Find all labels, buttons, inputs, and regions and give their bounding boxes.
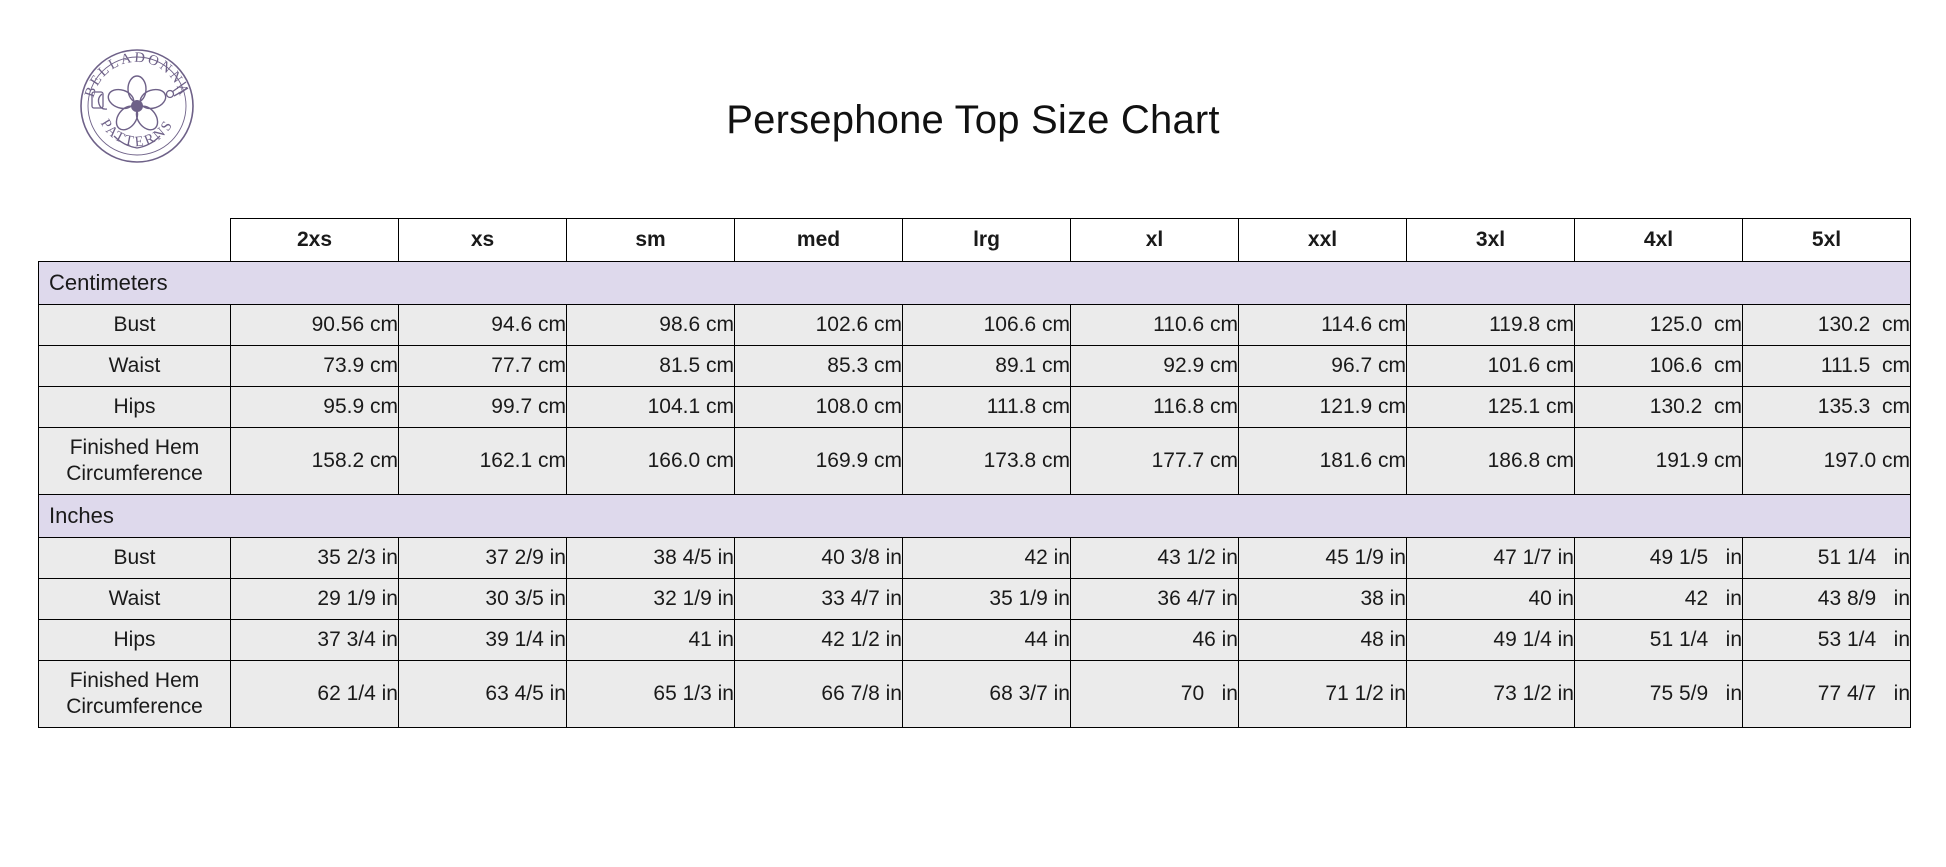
measurement-value: 42 in — [903, 538, 1071, 579]
measurement-value: 173.8 cm — [903, 428, 1071, 495]
size-column-header: xxl — [1239, 219, 1407, 262]
measurement-value: 111.8 cm — [903, 387, 1071, 428]
measurement-value: 35 1/9 in — [903, 579, 1071, 620]
measurement-value: 40 in — [1407, 579, 1575, 620]
measurement-value: 85.3 cm — [735, 346, 903, 387]
measurement-label-line2: Circumference — [66, 462, 203, 485]
size-column-header: 2xs — [231, 219, 399, 262]
measurement-value: 40 3/8 in — [735, 538, 903, 579]
measurement-label-line1: Finished Hem — [69, 669, 200, 693]
measurement-value: 44 in — [903, 620, 1071, 661]
measurement-value: 125.1 cm — [1407, 387, 1575, 428]
measurement-value: 181.6 cm — [1239, 428, 1407, 495]
measurement-row — [39, 387, 1911, 428]
measurement-value: 106.6 cm — [1575, 346, 1743, 387]
size-column-header: 5xl — [1743, 219, 1911, 262]
measurement-value: 125.0 cm — [1575, 305, 1743, 346]
measurement-value: 197.0 cm — [1743, 428, 1911, 495]
measurement-value: 37 2/9 in — [399, 538, 567, 579]
measurement-value: 95.9 cm — [231, 387, 399, 428]
page-title: Persephone Top Size Chart — [726, 98, 1220, 142]
measurement-value: 92.9 cm — [1071, 346, 1239, 387]
measurement-value: 114.6 cm — [1239, 305, 1407, 346]
size-column-header: xl — [1071, 219, 1239, 262]
size-header-row — [39, 219, 1911, 262]
measurement-value: 71 1/2 in — [1239, 661, 1407, 728]
measurement-value: 130.2 cm — [1743, 305, 1911, 346]
measurement-value: 29 1/9 in — [231, 579, 399, 620]
measurement-value: 77 4/7 in — [1743, 661, 1911, 728]
unit-section-row — [39, 495, 1911, 538]
measurement-value: 47 1/7 in — [1407, 538, 1575, 579]
measurement-row — [39, 661, 1911, 728]
measurement-value: 102.6 cm — [735, 305, 903, 346]
measurement-value: 158.2 cm — [231, 428, 399, 495]
measurement-value: 177.7 cm — [1071, 428, 1239, 495]
measurement-label: Waist — [39, 579, 231, 620]
measurement-value: 30 3/5 in — [399, 579, 567, 620]
measurement-value: 36 4/7 in — [1071, 579, 1239, 620]
measurement-value: 106.6 cm — [903, 305, 1071, 346]
measurement-value: 96.7 cm — [1239, 346, 1407, 387]
measurement-value: 43 1/2 in — [1071, 538, 1239, 579]
measurement-value: 77.7 cm — [399, 346, 567, 387]
measurement-value: 42 1/2 in — [735, 620, 903, 661]
measurement-value: 49 1/5 in — [1575, 538, 1743, 579]
table-corner-cell — [39, 219, 231, 262]
measurement-value: 116.8 cm — [1071, 387, 1239, 428]
measurement-value: 186.8 cm — [1407, 428, 1575, 495]
measurement-value: 111.5 cm — [1743, 346, 1911, 387]
measurement-value: 89.1 cm — [903, 346, 1071, 387]
measurement-label-line1: Finished Hem — [69, 436, 200, 460]
measurement-value: 53 1/4 in — [1743, 620, 1911, 661]
measurement-value: 119.8 cm — [1407, 305, 1575, 346]
measurement-value: 63 4/5 in — [399, 661, 567, 728]
measurement-value: 32 1/9 in — [567, 579, 735, 620]
measurement-value: 108.0 cm — [735, 387, 903, 428]
measurement-row — [39, 538, 1911, 579]
measurement-value: 33 4/7 in — [735, 579, 903, 620]
measurement-value: 104.1 cm — [567, 387, 735, 428]
size-column-header: sm — [567, 219, 735, 262]
measurement-value: 51 1/4 in — [1575, 620, 1743, 661]
measurement-label: Hips — [39, 387, 231, 428]
measurement-row — [39, 620, 1911, 661]
size-column-header: lrg — [903, 219, 1071, 262]
measurement-value: 45 1/9 in — [1239, 538, 1407, 579]
measurement-value: 191.9 cm — [1575, 428, 1743, 495]
measurement-value: 98.6 cm — [567, 305, 735, 346]
measurement-value: 51 1/4 in — [1743, 538, 1911, 579]
unit-section-label: Inches — [39, 495, 1911, 538]
size-column-header: 3xl — [1407, 219, 1575, 262]
measurement-value: 101.6 cm — [1407, 346, 1575, 387]
size-column-header: med — [735, 219, 903, 262]
measurement-value: 46 in — [1071, 620, 1239, 661]
measurement-value: 37 3/4 in — [231, 620, 399, 661]
measurement-row — [39, 346, 1911, 387]
brand-name-bottom: PATTERNS — [96, 116, 178, 151]
measurement-value: 42 in — [1575, 579, 1743, 620]
size-chart-table-wrapper — [38, 218, 1910, 728]
measurement-label — [39, 428, 231, 495]
measurement-row — [39, 305, 1911, 346]
measurement-value: 66 7/8 in — [735, 661, 903, 728]
measurement-value: 68 3/7 in — [903, 661, 1071, 728]
measurement-value: 38 in — [1239, 579, 1407, 620]
measurement-value: 62 1/4 in — [231, 661, 399, 728]
measurement-label: Bust — [39, 538, 231, 579]
measurement-value: 99.7 cm — [399, 387, 567, 428]
measurement-label: Hips — [39, 620, 231, 661]
measurement-label: Bust — [39, 305, 231, 346]
measurement-value: 70 in — [1071, 661, 1239, 728]
size-chart-table — [38, 218, 1911, 728]
measurement-value: 81.5 cm — [567, 346, 735, 387]
measurement-value: 43 8/9 in — [1743, 579, 1911, 620]
measurement-value: 48 in — [1239, 620, 1407, 661]
size-column-header: xs — [399, 219, 567, 262]
measurement-label: Waist — [39, 346, 231, 387]
measurement-value: 49 1/4 in — [1407, 620, 1575, 661]
measurement-value: 94.6 cm — [399, 305, 567, 346]
measurement-value: 65 1/3 in — [567, 661, 735, 728]
measurement-value: 38 4/5 in — [567, 538, 735, 579]
measurement-value: 73 1/2 in — [1407, 661, 1575, 728]
unit-section-label: Centimeters — [39, 262, 1911, 305]
measurement-value: 41 in — [567, 620, 735, 661]
measurement-value: 130.2 cm — [1575, 387, 1743, 428]
measurement-value: 110.6 cm — [1071, 305, 1239, 346]
measurement-value: 135.3 cm — [1743, 387, 1911, 428]
measurement-row — [39, 428, 1911, 495]
measurement-value: 75 5/9 in — [1575, 661, 1743, 728]
unit-section-row — [39, 262, 1911, 305]
measurement-label-line2: Circumference — [66, 695, 203, 718]
brand-name-top: BELLADONNA — [81, 49, 193, 100]
measurement-value: 169.9 cm — [735, 428, 903, 495]
measurement-value: 39 1/4 in — [399, 620, 567, 661]
measurement-value: 121.9 cm — [1239, 387, 1407, 428]
size-column-header: 4xl — [1575, 219, 1743, 262]
measurement-row — [39, 579, 1911, 620]
measurement-label — [39, 661, 231, 728]
measurement-value: 35 2/3 in — [231, 538, 399, 579]
measurement-value: 73.9 cm — [231, 346, 399, 387]
measurement-value: 90.56 cm — [231, 305, 399, 346]
measurement-value: 166.0 cm — [567, 428, 735, 495]
measurement-value: 162.1 cm — [399, 428, 567, 495]
